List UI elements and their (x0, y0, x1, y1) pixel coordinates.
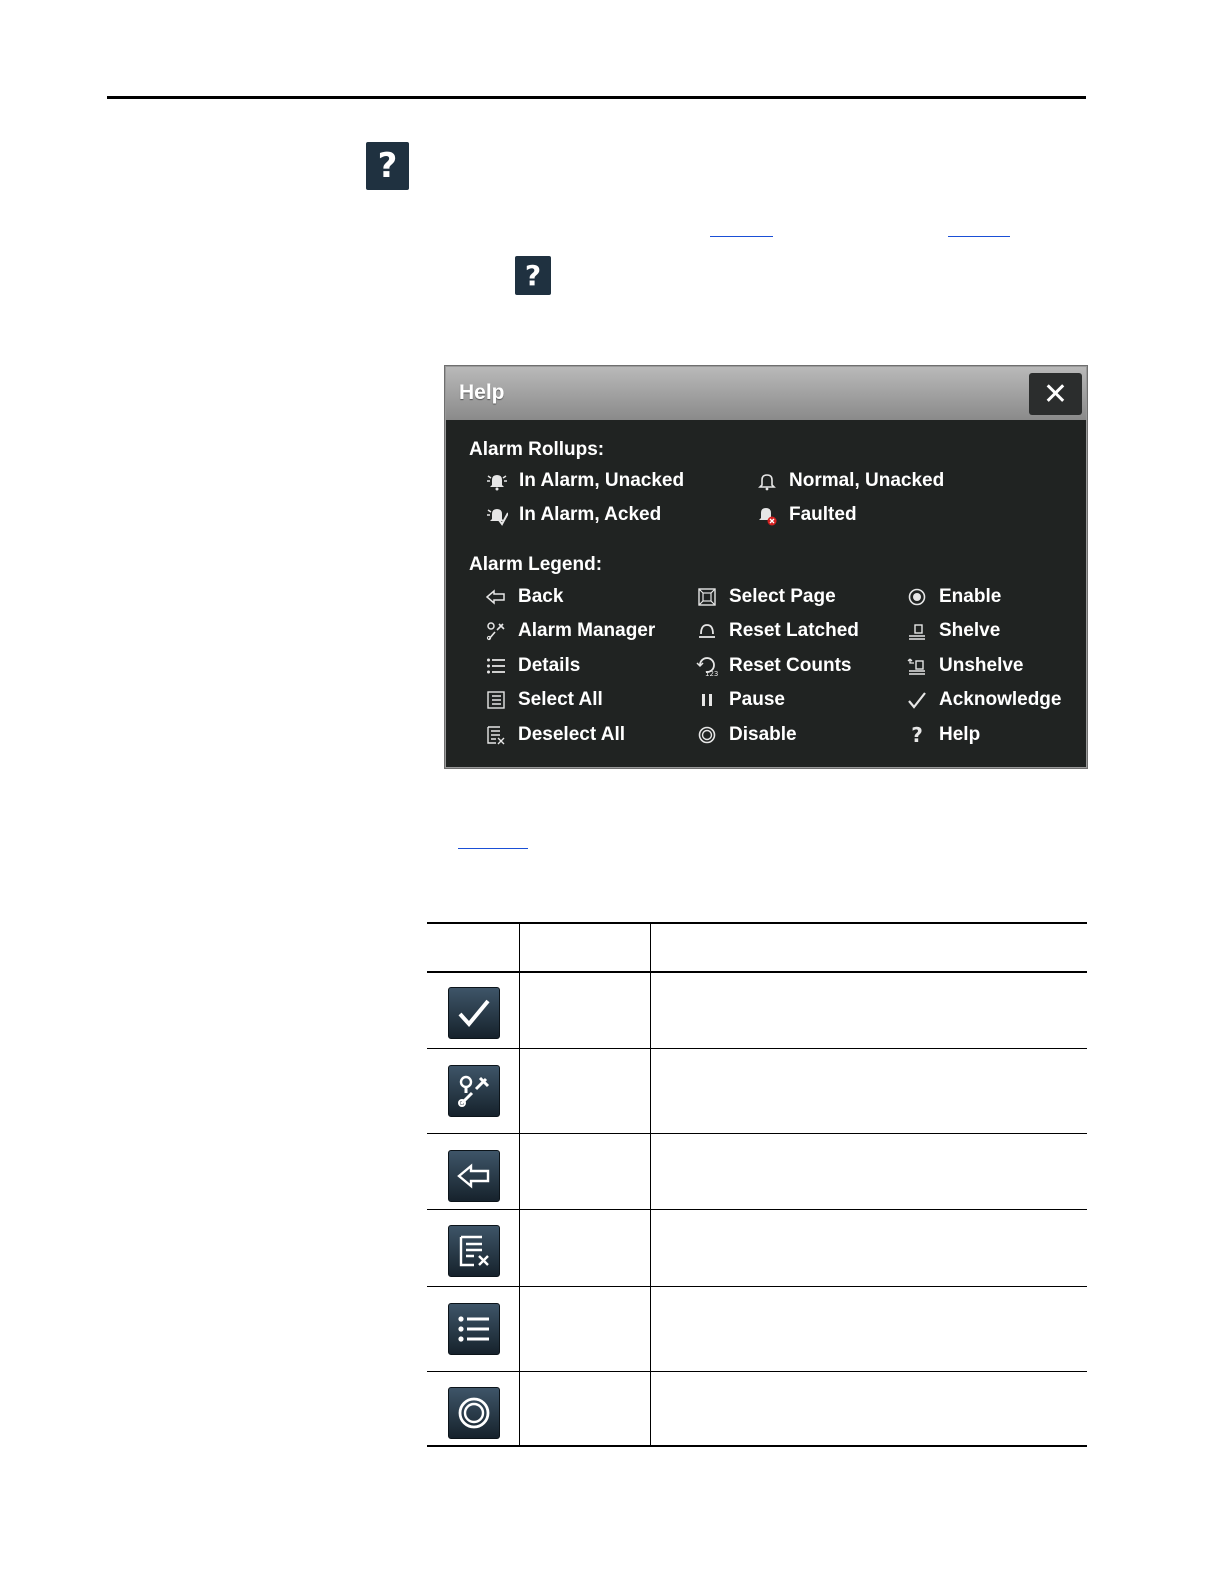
legend-pause (695, 688, 785, 712)
legend-select-all (484, 688, 603, 712)
acknowledge-icon[interactable] (448, 987, 500, 1039)
bell-alarm-icon (485, 469, 509, 493)
table-column-divider (650, 922, 651, 1447)
legend-label: Alarm Manager (518, 620, 656, 641)
legend-help (905, 723, 980, 747)
rollup-normal-unacked (755, 469, 944, 493)
legend-label: Help (939, 724, 981, 745)
alarm-manager-icon[interactable] (448, 1065, 500, 1117)
help-icon[interactable]: ? (515, 256, 551, 295)
table-rule (427, 1209, 1087, 1210)
disable-icon[interactable] (448, 1387, 500, 1439)
help-icon[interactable]: ? (366, 142, 409, 190)
link-underline[interactable] (710, 236, 773, 237)
legend-label: Shelve (939, 620, 1001, 641)
bell-acked-icon (485, 503, 509, 527)
legend-reset-latched (695, 619, 859, 643)
table-rule (427, 922, 1087, 924)
legend-label: Deselect All (518, 724, 626, 745)
alarm-rollups-title: Alarm Rollups: (469, 439, 605, 460)
table-rule (427, 1371, 1087, 1372)
reset-latched-icon (695, 619, 719, 643)
dialog-title: Help (459, 381, 505, 404)
legend-label: Reset Counts (729, 655, 852, 676)
icon-table (427, 922, 1087, 1448)
acknowledge-icon (905, 688, 929, 712)
back-arrow-icon[interactable] (448, 1150, 500, 1202)
legend-label: Reset Latched (729, 620, 859, 641)
bell-faulted-icon (755, 503, 779, 527)
legend-enable (905, 585, 1001, 609)
table-rule (427, 971, 1087, 973)
select-page-icon (695, 585, 719, 609)
help-icon: ? (911, 723, 923, 747)
pause-icon (695, 688, 719, 712)
link-underline[interactable] (458, 848, 528, 849)
table-rule (427, 1445, 1087, 1447)
table-rule (427, 1048, 1087, 1049)
help-dialog (445, 366, 1087, 768)
unshelve-icon (905, 654, 929, 678)
alarm-manager-icon (484, 619, 508, 643)
svg-text:123: 123 (705, 670, 718, 677)
link-underline[interactable] (948, 236, 1010, 237)
disable-icon (695, 723, 719, 747)
back-arrow-icon (484, 585, 508, 609)
legend-label: Acknowledge (939, 689, 1062, 710)
deselect-all-icon[interactable] (448, 1225, 500, 1277)
rollup-in-alarm-acked (485, 503, 661, 527)
rollup-faulted (755, 503, 857, 527)
details-list-icon (484, 654, 508, 678)
legend-disable (695, 723, 797, 747)
details-list-icon[interactable] (448, 1303, 500, 1355)
legend-deselect-all (484, 723, 625, 747)
top-rule (107, 96, 1086, 99)
rollup-label: In Alarm, Unacked (519, 470, 685, 491)
enable-icon (905, 585, 929, 609)
legend-label: Details (518, 655, 581, 676)
legend-details (484, 654, 580, 678)
legend-back (484, 585, 563, 609)
rollup-label: In Alarm, Acked (519, 504, 662, 525)
bell-outline-icon (755, 469, 779, 493)
close-icon[interactable]: ✕ (1029, 373, 1082, 415)
select-all-icon (484, 688, 508, 712)
reset-counts-icon (695, 654, 719, 678)
legend-reset-counts (695, 654, 851, 678)
table-rule (427, 1286, 1087, 1287)
legend-label: Pause (729, 689, 785, 710)
legend-label: Enable (939, 586, 1002, 607)
legend-label: Disable (729, 724, 797, 745)
rollup-label: Normal, Unacked (789, 470, 945, 491)
rollup-in-alarm-unacked (485, 469, 684, 493)
legend-acknowledge (905, 688, 1061, 712)
legend-label: Back (518, 586, 564, 607)
alarm-legend-title: Alarm Legend: (469, 554, 603, 575)
dialog-header (446, 367, 1086, 420)
rollup-label: Faulted (789, 504, 857, 525)
table-rule (427, 1133, 1087, 1134)
legend-select-page (695, 585, 836, 609)
legend-unshelve (905, 654, 1023, 678)
legend-alarm-manager (484, 619, 655, 643)
deselect-all-icon (484, 723, 508, 747)
table-column-divider (519, 922, 520, 1447)
legend-label: Unshelve (939, 655, 1024, 676)
legend-label: Select Page (729, 586, 836, 607)
shelve-icon (905, 619, 929, 643)
legend-label: Select All (518, 689, 603, 710)
legend-shelve (905, 619, 1000, 643)
